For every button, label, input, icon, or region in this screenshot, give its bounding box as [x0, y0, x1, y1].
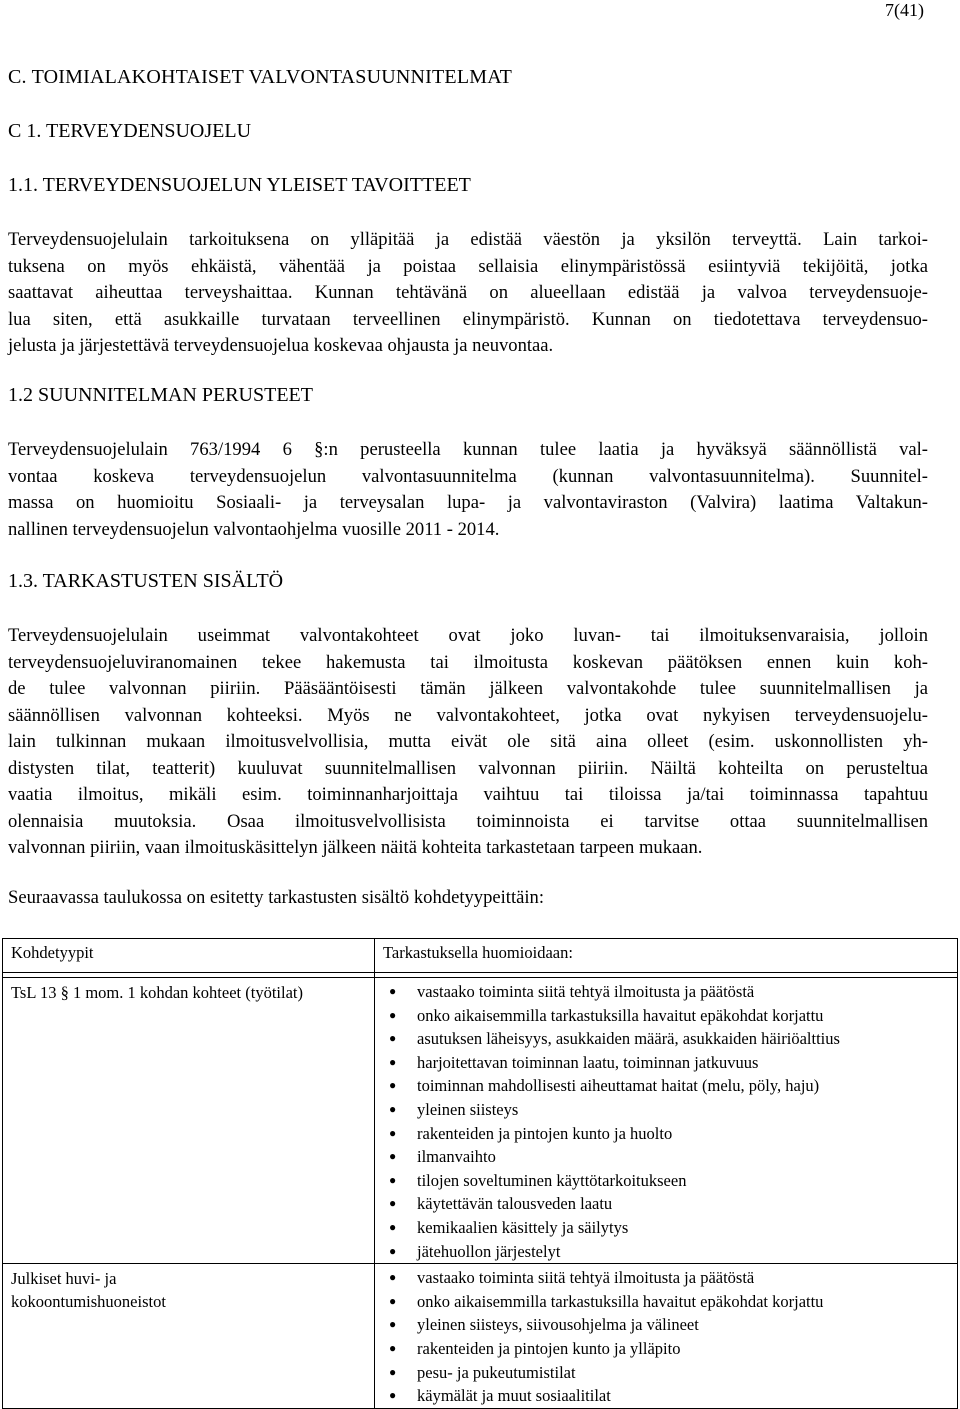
list-item-text: harjoitettavan toiminnan laatu, toiminnan jatkuvuus: [417, 1052, 759, 1072]
list-item: [381, 1313, 951, 1337]
target-type-name: TsL 13 § 1 mom. 1 kohdan kohteet (työtilat): [11, 983, 303, 1002]
target-type-name: Julkiset huvi- ja: [11, 1269, 117, 1289]
table-row: [3, 1264, 958, 1409]
list-item-text: onko aikaisemmilla tarkastuksilla havaitut epäkohdat korjattu: [417, 1291, 824, 1311]
list-item-text: asutuksen läheisyys, asukkaiden määrä, asukkaiden häiriöalttius: [417, 1029, 840, 1049]
text-line: olennaisia muutoksia. Osaa ilmoitusvelvollisista toiminnoista ei tarvitse ottaa suunnitelmallisen: [8, 810, 928, 832]
text-line: jelusta ja järjestettävä terveydensuojelua koskevaa ohjausta ja neuvontaa.: [8, 335, 554, 356]
table-intro: Seuraavassa taulukossa on esitetty tarkastusten sisältö kohdetyypeittäin:: [8, 887, 545, 908]
target-type-cell: [3, 978, 375, 1264]
checks-list: [381, 1266, 951, 1408]
text-line: tuksena on myös ehkäistä, vähentää ja poistaa sellaisia elinympäristössä esiintyviä tekijöitä, jotka: [8, 255, 928, 277]
list-item-text: pesu- ja pukeutumistilat: [417, 1362, 576, 1382]
checks-cell: [375, 978, 958, 1264]
section-heading: C. TOIMIALAKOHTAISET VALVONTASUUNNITELMAT: [8, 66, 513, 88]
bullet-dot-icon: ●: [389, 1196, 397, 1211]
list-item-text: ilmanvaihto: [417, 1147, 496, 1167]
bullet-dot-icon: ●: [389, 1149, 397, 1164]
bullet-dot-icon: ●: [389, 1388, 397, 1403]
bullet-dot-icon: ●: [389, 1317, 397, 1332]
list-item: [381, 1192, 951, 1216]
list-item-text: käytettävän talousveden laatu: [417, 1194, 613, 1214]
text-line: valvonnan piiriin, vaan ilmoituskäsittelyn jälkeen näitä kohteita tarkastetaan tarpeen mukaan.: [8, 837, 703, 858]
list-item: [381, 1266, 951, 1290]
bullet-dot-icon: ●: [389, 1031, 397, 1046]
checks-list: [381, 980, 951, 1263]
bullet-dot-icon: ●: [389, 1054, 397, 1069]
list-item-text: vastaako toiminta siitä tehtyä ilmoitusta ja päätöstä: [417, 982, 755, 1001]
text-line: säännöllisen valvonnan kohteeksi. Myös ne valvontakohteet, jotka ovat nykyisen terveydensuojelu-: [8, 704, 928, 726]
list-item-text: vastaako toiminta siitä tehtyä ilmoitusta ja päätöstä: [417, 1268, 755, 1288]
paragraph-inspection-content: [8, 623, 928, 862]
list-item-text: tilojen soveltuminen käyttötarkoitukseen: [417, 1170, 687, 1190]
bullet-dot-icon: ●: [389, 1293, 397, 1308]
list-item-text: yleinen siisteys, siivousohjelma ja välineet: [417, 1315, 699, 1335]
text-line: Terveydensuojelulain tarkoituksena on ylläpitää ja edistää väestön ja yksilön terveyttä. Lain tarkoi-: [8, 229, 928, 250]
page-number: 7(41): [885, 0, 924, 20]
target-type-cell: [3, 1264, 375, 1409]
inspection-table: [2, 938, 958, 1409]
list-item: [381, 1169, 951, 1193]
bullet-dot-icon: ●: [389, 1078, 397, 1093]
list-item: [381, 1074, 951, 1098]
bullet-dot-icon: ●: [389, 984, 397, 998]
text-line: vaatia ilmoitus, mikäli esim. toiminnanharjoittaja vaihtuu tai tiloissa ja/tai toiminnassa tapahtuu: [8, 784, 928, 805]
text-line: distysten tilat, teatterit) kuuluvat suunnitelmallisen valvonnan piiriin. Näiltä kohteilta on perusteltua: [8, 757, 928, 779]
heading-plan-basis: 1.2 SUUNNITELMAN PERUSTEET: [8, 384, 313, 406]
bullet-dot-icon: ●: [389, 1219, 397, 1234]
list-item: [381, 1027, 951, 1051]
list-item: [381, 1290, 951, 1314]
table-header-row: [3, 939, 958, 973]
target-type-name: kokoontumishuoneistot: [11, 1292, 166, 1312]
list-item: [381, 1337, 951, 1361]
list-item-text: jätehuollon järjestelyt: [417, 1241, 561, 1261]
column-header-types: Kohdetyypit: [3, 939, 375, 973]
bullet-dot-icon: ●: [389, 1101, 397, 1116]
paragraph-goals: [8, 227, 928, 360]
column-header-checks: Tarkastuksella huomioidaan:: [375, 939, 958, 973]
list-item: [381, 1145, 951, 1169]
list-item-text: kemikaalien käsittely ja säilytys: [417, 1217, 629, 1237]
list-item-text: toiminnan mahdollisesti aiheuttamat haitat (melu, pöly, haju): [417, 1076, 820, 1096]
bullet-dot-icon: ●: [389, 1243, 397, 1258]
bullet-dot-icon: ●: [389, 1340, 397, 1355]
bullet-dot-icon: ●: [389, 1125, 397, 1140]
table-row: [3, 978, 958, 1264]
text-line: terveydensuojeluviranomainen tekee hakemusta tai ilmoitusta koskevan päätöksen ennen kuin koh-: [8, 651, 928, 673]
list-item-text: onko aikaisemmilla tarkastuksilla havaitut epäkohdat korjattu: [417, 1005, 824, 1025]
text-line: lua siten, että asukkaille turvataan terveellinen elinympäristö. Kunnan on tiedotettava terveydensuo-: [8, 308, 928, 330]
heading-inspection-content: 1.3. TARKASTUSTEN SISÄLTÖ: [8, 570, 284, 592]
list-item: [381, 1384, 951, 1408]
paragraph-plan-basis: [8, 437, 928, 543]
list-item: [381, 1004, 951, 1028]
text-line: saattavat aiheuttaa terveyshaittaa. Kunnan tehtävänä on alueellaan edistää ja valvoa terveydensuoje-: [8, 282, 928, 303]
list-item-text: käymälät ja muut sosiaalitilat: [417, 1386, 611, 1406]
list-item: [381, 1361, 951, 1385]
text-line: Terveydensuojelulain 763/1994 6 §:n perusteella kunnan tulee laatia ja hyväksyä säännöllistä val-: [8, 439, 928, 460]
list-item: [381, 1051, 951, 1075]
text-line: Terveydensuojelulain useimmat valvontakohteet ovat joko luvan- tai ilmoituksenvaraisia, jolloin: [8, 625, 928, 646]
list-item: [381, 1122, 951, 1146]
bullet-dot-icon: ●: [389, 1172, 397, 1187]
bullet-dot-icon: ●: [389, 1364, 397, 1379]
list-item-text: yleinen siisteys: [417, 1099, 519, 1119]
text-line: lain tulkinnan mukaan ilmoitusvelvollisia, mutta eivät ole sitä aina olleet (esim. uskonnollisten yh-: [8, 731, 928, 752]
list-item-text: rakenteiden ja pintojen kunto ja ylläpito: [417, 1338, 681, 1358]
list-item: [381, 1216, 951, 1240]
bullet-dot-icon: ●: [389, 1007, 397, 1022]
text-line: vontaa koskeva terveydensuojelun valvontasuunnitelma (kunnan valvontasuunnitelma). Suunnitel-: [8, 465, 928, 487]
heading-general-goals: 1.1. TERVEYDENSUOJELUN YLEISET TAVOITTEET: [8, 174, 471, 196]
bullet-dot-icon: ●: [389, 1270, 397, 1285]
list-item: [381, 1098, 951, 1122]
text-line: massa on huomioitu Sosiaali- ja terveysalan lupa- ja valvontaviraston (Valvira) laatima Valtakun-: [8, 492, 928, 513]
text-line: de tulee valvonnan piiriin. Pääsääntöisesti tämän jälkeen valvontakohde tulee suunnitelmallisen ja: [8, 678, 928, 699]
list-item: [381, 980, 951, 1004]
text-line: nallinen terveydensuojelun valvontaohjelma vuosille 2011 - 2014.: [8, 518, 500, 540]
checks-cell: [375, 1264, 958, 1409]
list-item: [381, 1240, 951, 1264]
subsection-heading: C 1. TERVEYDENSUOJELU: [8, 120, 252, 142]
list-item-text: rakenteiden ja pintojen kunto ja huolto: [417, 1123, 673, 1143]
